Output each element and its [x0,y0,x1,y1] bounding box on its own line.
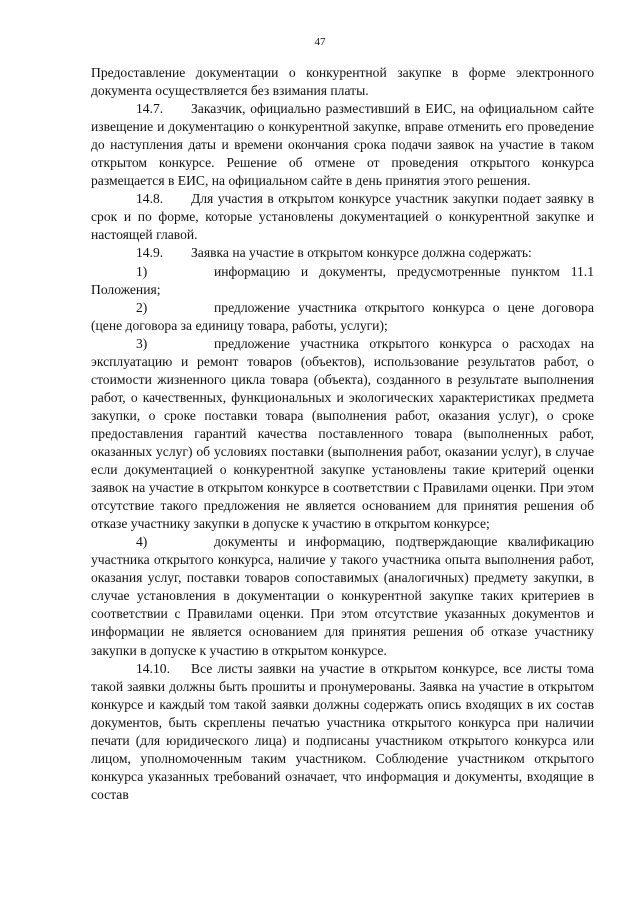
paragraph-14-9: 14.9. Заявка на участие в открытом конкурсе должна содержать: [91,244,594,262]
clause-number: 14.7. [136,101,164,117]
list-item-2: 2) предложение участника открытого конкурса о цене договора (цене договора за единицу товара, работы, услуги); [91,299,594,333]
paragraph-14-8: 14.8. Для участия в открытом конкурсе участник закупки подает заявку в срок и по форме, которые установлены документацией о конкурентной закупке и настоящей главой. [91,191,594,243]
list-number: 1) [136,263,148,279]
clause-number: 14.10. [136,660,170,676]
list-number: 3) [136,335,148,351]
paragraph-14-7: 14.7. Заказчик, официально разместивший в ЕИС, на официальном сайте извещение и документацию о конкурентной закупке, вправе отменить его проведение до наступления даты и времени окончания срока подачи заявок на участие в таком открытом конкурсе. Решение об отмене от проведения открытого конкурса размещается в ЕИС, на официальном сайте в день принятия этого решения. [91,101,594,189]
list-item-4: 4) документы и информацию, подтверждающие квалификацию участника открытого конкурса, наличие у такого участника опыта выполнения работ, оказания услуг, поставки товаров сопоставимых (аналогичных) предмету закупки, в случае установления в документации о конкурентной закупке таких критериев в соответствии с Правилами оценки. При этом отсутствие указанных документов и информации не является основанием для принятия решения об отказе участнику закупки в допуске к участию в открытом конкурсе. [91,534,594,658]
list-number: 2) [136,299,148,315]
paragraph-intro: Предоставление документации о конкурентной закупке в форме электронного документа осуществляется без взимания платы. [91,65,594,99]
document-body [91,64,594,804]
clause-number: 14.8. [136,191,164,207]
clause-number: 14.9. [136,245,164,261]
list-item-3: 3) предложение участника открытого конкурса о расходах на эксплуатацию и ремонт товаров (объектов), использование результатов работ, о стоимости жизненного цикла товара (объекта), созданного в результате выполнения работ, о качественных, функциональных и экологических характеристиках предмета закупки, о сроке поставки товара (выполнения работ, оказания услуг), о сроке предоставления гарантий качества поставленного товара (выполненных работ, оказанных услуг) об условиях поставки (выполнения работ, оказании услуг), в случае если документацией о конкурентной закупке установлены такие критерий оценки заявок на участие в открытом конкурсе в соответствии с Правилами оценки. При этом отсутствие такого предложения не является основанием для принятия решения об отказе участнику закупки в допуске к участию в открытом конкурсе; [91,335,594,532]
list-number: 4) [136,534,148,550]
list-item-1: 1) информацию и документы, предусмотренные пунктом 11.1 Положения; [91,263,594,297]
paragraph-14-10: 14.10. Все листы заявки на участие в открытом конкурсе, все листы тома такой заявки должны быть прошиты и пронумерованы. Заявка на участие в открытом конкурсе и каждый том такой заявки должны содержать опись входящих в их состав документов, быть скреплены печатью участника открытого конкурса при наличии печати (для юридического лица) и подписаны участником открытого конкурса или лицом, уполномоченным таким участником. Соблюдение участником открытого конкурса указанных требований означает, что информация и документы, входящие в состав [91,660,594,802]
page-number: 47 [314,36,326,48]
